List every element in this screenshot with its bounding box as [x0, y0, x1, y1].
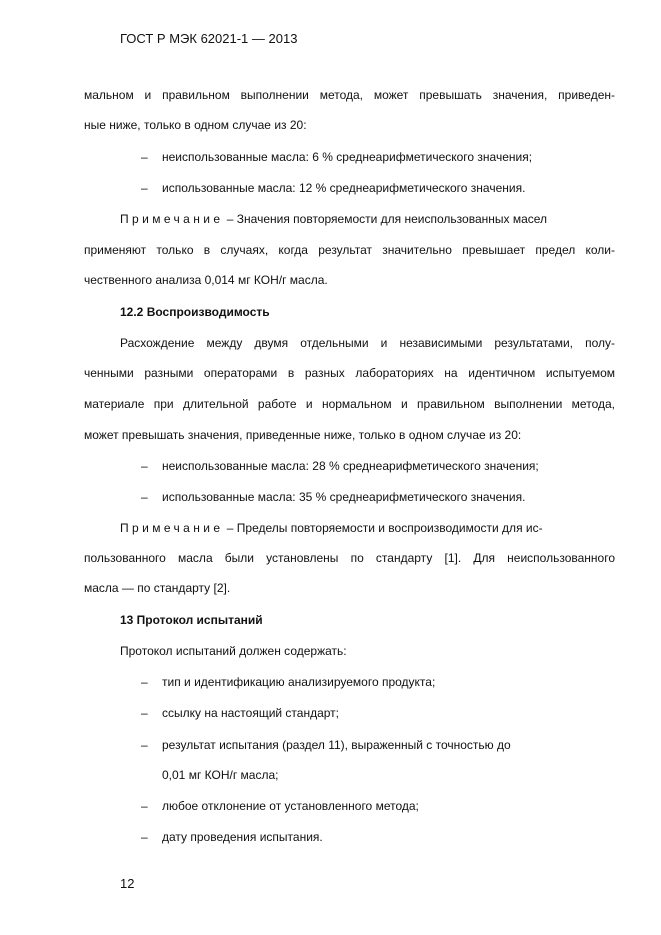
list-dash: – [141, 738, 148, 752]
list-dash: – [141, 150, 148, 164]
list-dash: – [141, 799, 148, 813]
list-item-continuation: 0,01 мг КОН/г масла; [162, 768, 279, 782]
page-number: 12 [120, 876, 135, 891]
paragraph-line: чественного анализа 0,014 мг КОН/г масла. [84, 273, 328, 287]
note-text: – Пределы повторяемости и воспроизводимости для ис- [223, 521, 543, 535]
note-label: Примечание [120, 212, 224, 226]
list-dash: – [141, 706, 148, 720]
list-dash: – [141, 459, 148, 473]
note-line [120, 521, 543, 535]
paragraph-line: Протокол испытаний должен содержать: [120, 644, 347, 658]
paragraph-line: может превышать значения, приведенные ниже, только в одном случае из 20: [84, 428, 522, 442]
list-item: тип и идентификацию анализируемого продукта; [162, 675, 436, 689]
list-dash: – [141, 830, 148, 844]
list-item: неиспользованные масла: 6 % среднеарифметического значения; [162, 150, 533, 164]
section-heading: 12.2 Воспроизводимость [120, 305, 270, 319]
note-label: Примечание [120, 521, 224, 535]
paragraph-line: материале при длительной работе и нормальном и правильном выполнении метода, [84, 397, 615, 411]
paragraph-line: Расхождение между двумя отдельными и независимыми результатами, полу- [120, 336, 615, 350]
list-item: ссылку на настоящий стандарт; [162, 706, 340, 720]
list-item: любое отклонение от установленного метода; [162, 799, 419, 813]
paragraph-line: пользованного масла были установлены по стандарту [1]. Для неиспользованного [84, 551, 615, 565]
section-heading: 13 Протокол испытаний [120, 613, 263, 627]
paragraph-line: применяют только в случаях, когда результат значительно превышает предел коли- [84, 243, 615, 257]
note-line [120, 212, 547, 226]
list-item: дату проведения испытания. [162, 830, 323, 844]
list-dash: – [141, 490, 148, 504]
list-item: использованные масла: 12 % среднеарифметического значения. [162, 181, 526, 195]
paragraph-line: ченными разными операторами в разных лабораториях на идентичном испытуемом [84, 366, 615, 380]
list-dash: – [141, 675, 148, 689]
list-dash: – [141, 181, 148, 195]
paragraph-line: ные ниже, только в одном случае из 20: [84, 118, 307, 132]
document-code-header: ГОСТ Р МЭК 62021-1 — 2013 [120, 31, 298, 46]
paragraph-line: мальном и правильном выполнении метода, может превышать значения, приведен- [84, 88, 615, 102]
list-item: использованные масла: 35 % среднеарифметического значения. [162, 490, 526, 504]
list-item: результат испытания (раздел 11), выраженный с точностью до [162, 738, 511, 752]
paragraph-line: масла — по стандарту [2]. [84, 581, 231, 595]
note-text: – Значения повторяемости для неиспользованных масел [223, 212, 548, 226]
list-item: неиспользованные масла: 28 % среднеарифметического значения; [162, 459, 539, 473]
